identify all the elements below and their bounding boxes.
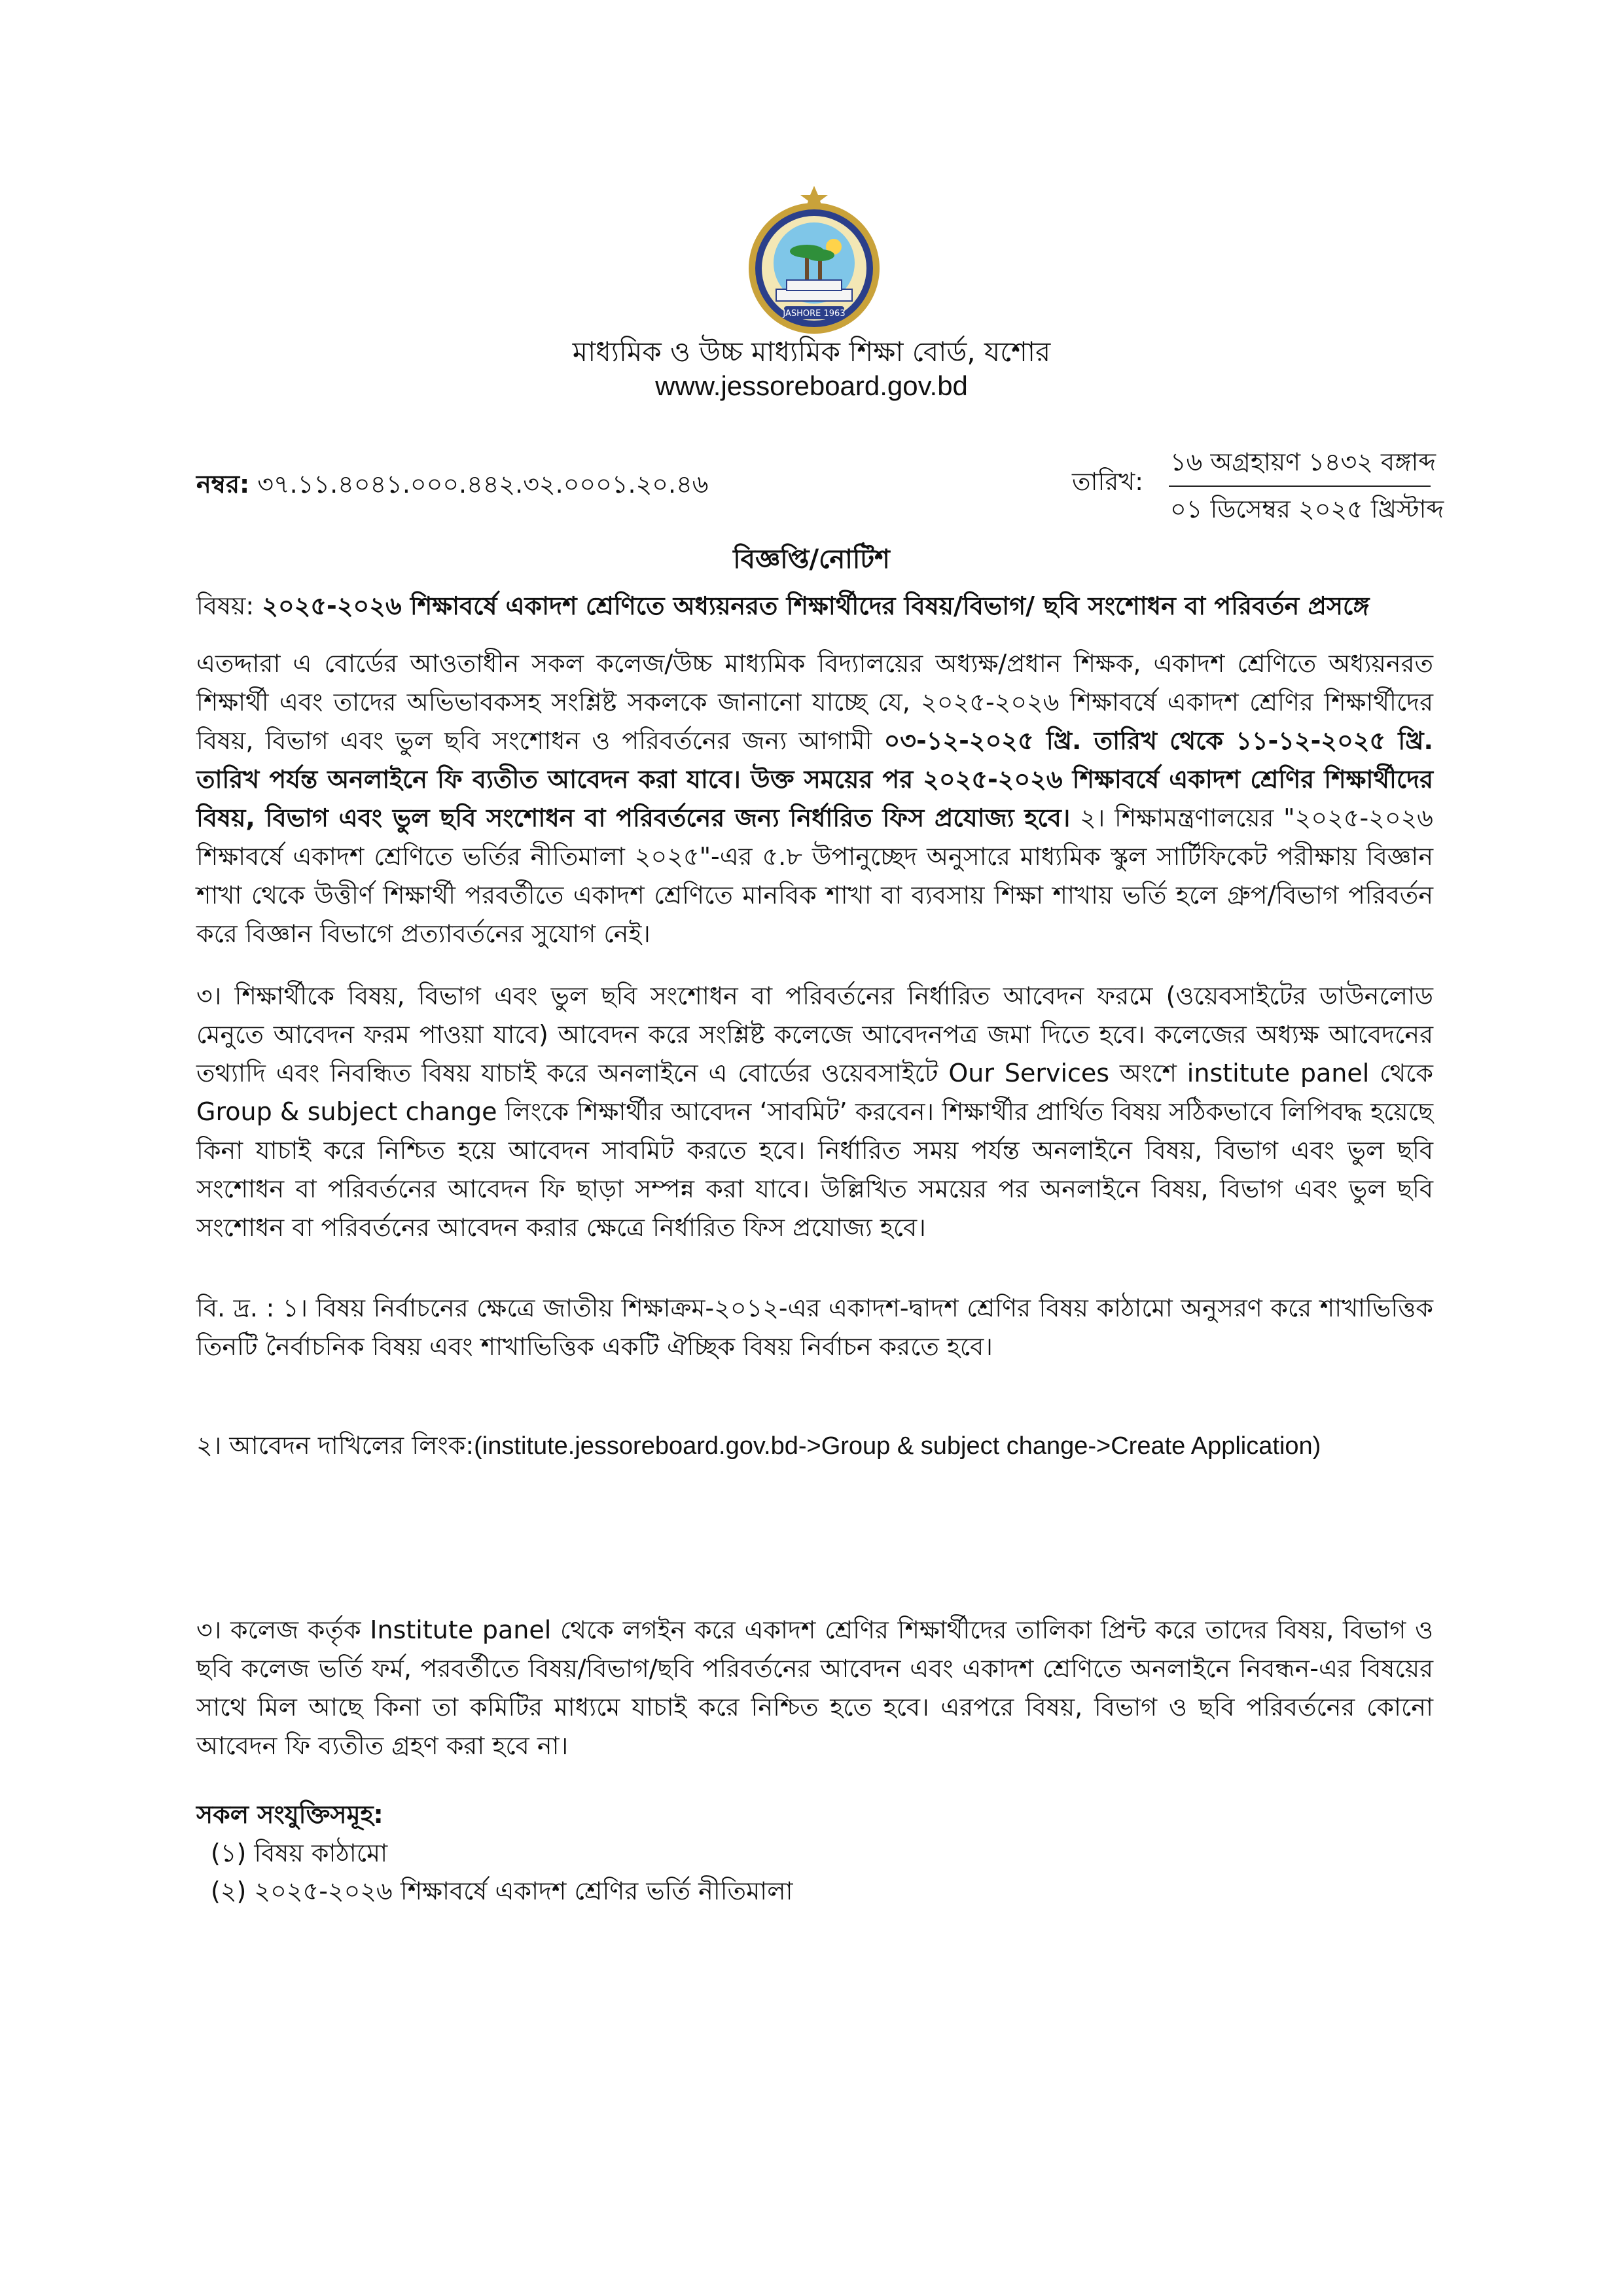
date-label: তারিখ:: [1072, 467, 1144, 496]
subject-text: ২০২৫-২০২৬ শিক্ষাবর্ষে একাদশ শ্রেণিতে অধ্যয়নরত শিক্ষার্থীদের বিষয়/বিভাগ/ ছবি সংশোধন বা পরিবর্তন প্রসঙ্গে: [262, 592, 1370, 620]
memo-label: নম্বর:: [196, 470, 250, 499]
application-link[interactable]: (institute.jessoreboard.gov.bd->Group & subject change->Create Application): [474, 1432, 1321, 1460]
paragraph-3: ৩। শিক্ষার্থীকে বিষয়, বিভাগ এবং ভুল ছবি সংশোধন বা পরিবর্তনের নির্ধারিত আবেদন ফরমে (ওয়েবসাইটের ডাউনলোড মেনুতে আবেদন ফরম পাওয়া যাবে) আবেদন করে সংশ্লিষ্ট কলেজে আবেদনপত্র জমা দিতে হবে। কলেজের অধ্যক্ষ আবেদনের তথ্যাদি এবং নিবন্ধিত বিষয় যাচাই করে অনলাইনে এ বোর্ডের ওয়েবসাইটে Our Services অংশে institute panel থেকে Group & subject change লিংকে শিক্ষার্থীর আবেদন ‘সাবমিট’ করবেন। শিক্ষার্থীর প্রার্থিত বিষয় সঠিকভাবে লিপিবদ্ধ হয়েছে কিনা যাচাই করে নিশ্চিত হয়ে আবেদন সাবমিট করতে হবে। নির্ধারিত সময় পর্যন্ত অনলাইনে বিষয়, বিভাগ এবং ভুল ছবি সংশোধন বা পরিবর্তনের আবেদন ফি ছাড়া সম্পন্ন করা যাবে। উল্লিখিত সময়ের পর অনলাইনে বিষয়, বিভাগ এবং ভুল ছবি সংশোধন বা পরিবর্তনের আবেদন করার ক্ষেত্রে নির্ধারিত ফিস প্রযোজ্য হবে।: [196, 981, 1433, 1242]
attachment-item[interactable]: (১) বিষয় কাঠামো: [211, 1839, 388, 1867]
date-divider: [1169, 486, 1431, 487]
board-logo: [736, 185, 893, 343]
memo-value: ৩৭.১১.৪০৪১.০০০.৪৪২.৩২.০০০১.২০.৪৬: [257, 470, 709, 499]
memo-number: [196, 466, 708, 503]
board-website: www.jessoreboard.gov.bd: [655, 370, 968, 401]
date-block: [1072, 444, 1444, 527]
notice-heading: বিজ্ঞপ্তি/নোটিশ: [733, 544, 890, 574]
note-2: [196, 1426, 1433, 1466]
notice-subject: [196, 586, 1440, 626]
attachment-item[interactable]: (২) ২০২৫-২০২৬ শিক্ষাবর্ষে একাদশ শ্রেণির ভর্তি নীতিমালা: [211, 1877, 793, 1905]
subject-label: বিষয়:: [196, 592, 255, 620]
note-2-label: ২। আবেদন দাখিলের লিংক:: [196, 1431, 474, 1460]
note-1: বি. দ্র. : ১। বিষয় নির্বাচনের ক্ষেত্রে জাতীয় শিক্ষাক্রম-২০১২-এর একাদশ-দ্বাদশ শ্রেণির বিষয় কাঠামো অনুসরণ করে শাখাভিত্তিক তিনটি নৈর্বাচনিক বিষয় এবং শাখাভিত্তিক একটি ঐচ্ছিক বিষয় নির্বাচন করতে হবে।: [196, 1294, 1433, 1361]
note-3: ৩। কলেজ কর্তৃক Institute panel থেকে লগইন করে একাদশ শ্রেণির শিক্ষার্থীদের তালিকা প্রিন্ট করে তাদের বিষয়, বিভাগ ও ছবি কলেজ ভর্তি ফর্ম, পরবর্তীতে বিষয়/বিভাগ/ছবি পরিবর্তনের আবেদন এবং একাদশ শ্রেণিতে অনলাইনে নিবন্ধন-এর বিষয়ের সাথে মিল আছে কিনা তা কমিটির মাধ্যমে যাচাই করে নিশ্চিত হতে হবে। এরপরে বিষয়, বিভাগ ও ছবি পরিবর্তনের কোনো আবেদন ফি ব্যতীত গ্রহণ করা হবে না।: [196, 1616, 1433, 1760]
paragraph-2-text: ২। শিক্ষামন্ত্রণালয়ের "২০২৫-২০২৬ শিক্ষাবর্ষে একাদশ শ্রেণিতে ভর্তির নীতিমালা ২০২৫"-এর ৫.৮ উপানুচ্ছেদ অনুসারে মাধ্যমিক স্কুল সার্টিফিকেট পরীক্ষায় বিজ্ঞান শাখা থেকে উত্তীর্ণ শিক্ষার্থী পরবর্তীতে একাদশ শ্রেণিতে মানবিক শাখা বা ব্যবসায় শিক্ষা শাখায় ভর্তি হলে গ্রুপ/বিভাগ পরিবর্তন করে বিজ্ঞান বিভাগে প্রত্যাবর্তনের সুযোগ নেই।: [196, 804, 1433, 948]
board-name: মাধ্যমিক ও উচ্চ মাধ্যমিক শিক্ষা বোর্ড, যশোর: [572, 336, 1051, 368]
date-gregorian: ০১ ডিসেম্বর ২০২৫ খ্রিস্টাব্দ: [1170, 495, 1444, 523]
date-bangla: ১৬ অগ্রহায়ণ ১৪৩২ বঙ্গাব্দ: [1170, 448, 1436, 476]
paragraph-1-bold: ০৩-১২-২০২৫ খ্রি. তারিখ থেকে ১১-১২-২০২৫ খ্রি. তারিখ পর্যন্ত অনলাইনে ফি ব্যতীত আবেদন করা যাবে। উক্ত সময়ের পর ২০২৫-২০২৬ শিক্ষাবর্ষে একাদশ শ্রেণির শিক্ষার্থীদের বিষয়, বিভাগ এবং ভুল ছবি সংশোধন বা পরিবর্তনের জন্য নির্ধারিত ফিস প্রযোজ্য হবে।: [196, 726, 1433, 832]
attachments-title: সকল সংযুক্তিসমূহ:: [196, 1800, 383, 1829]
logo-text: JASHORE 1963: [783, 309, 846, 319]
paragraph-1: [196, 645, 1433, 953]
paragraph-1-text: এতদ্দারা এ বোর্ডের আওতাধীন সকল কলেজ/উচ্চ মাধ্যমিক বিদ্যালয়ের অধ্যক্ষ/প্রধান শিক্ষক, একাদশ শ্রেণিতে অধ্যয়নরত শিক্ষার্থী এবং তাদের অভিভাবকসহ সংশ্লিষ্ট সকলকে জানানো যাচ্ছে যে, ২০২৫-২০২৬ শিক্ষাবর্ষে একাদশ শ্রেণির শিক্ষার্থীদের বিষয়, বিভাগ এবং ভুল ছবি সংশোধন ও পরিবর্তনের জন্য আগামী: [196, 649, 1433, 755]
board-seal-icon: [736, 185, 893, 343]
